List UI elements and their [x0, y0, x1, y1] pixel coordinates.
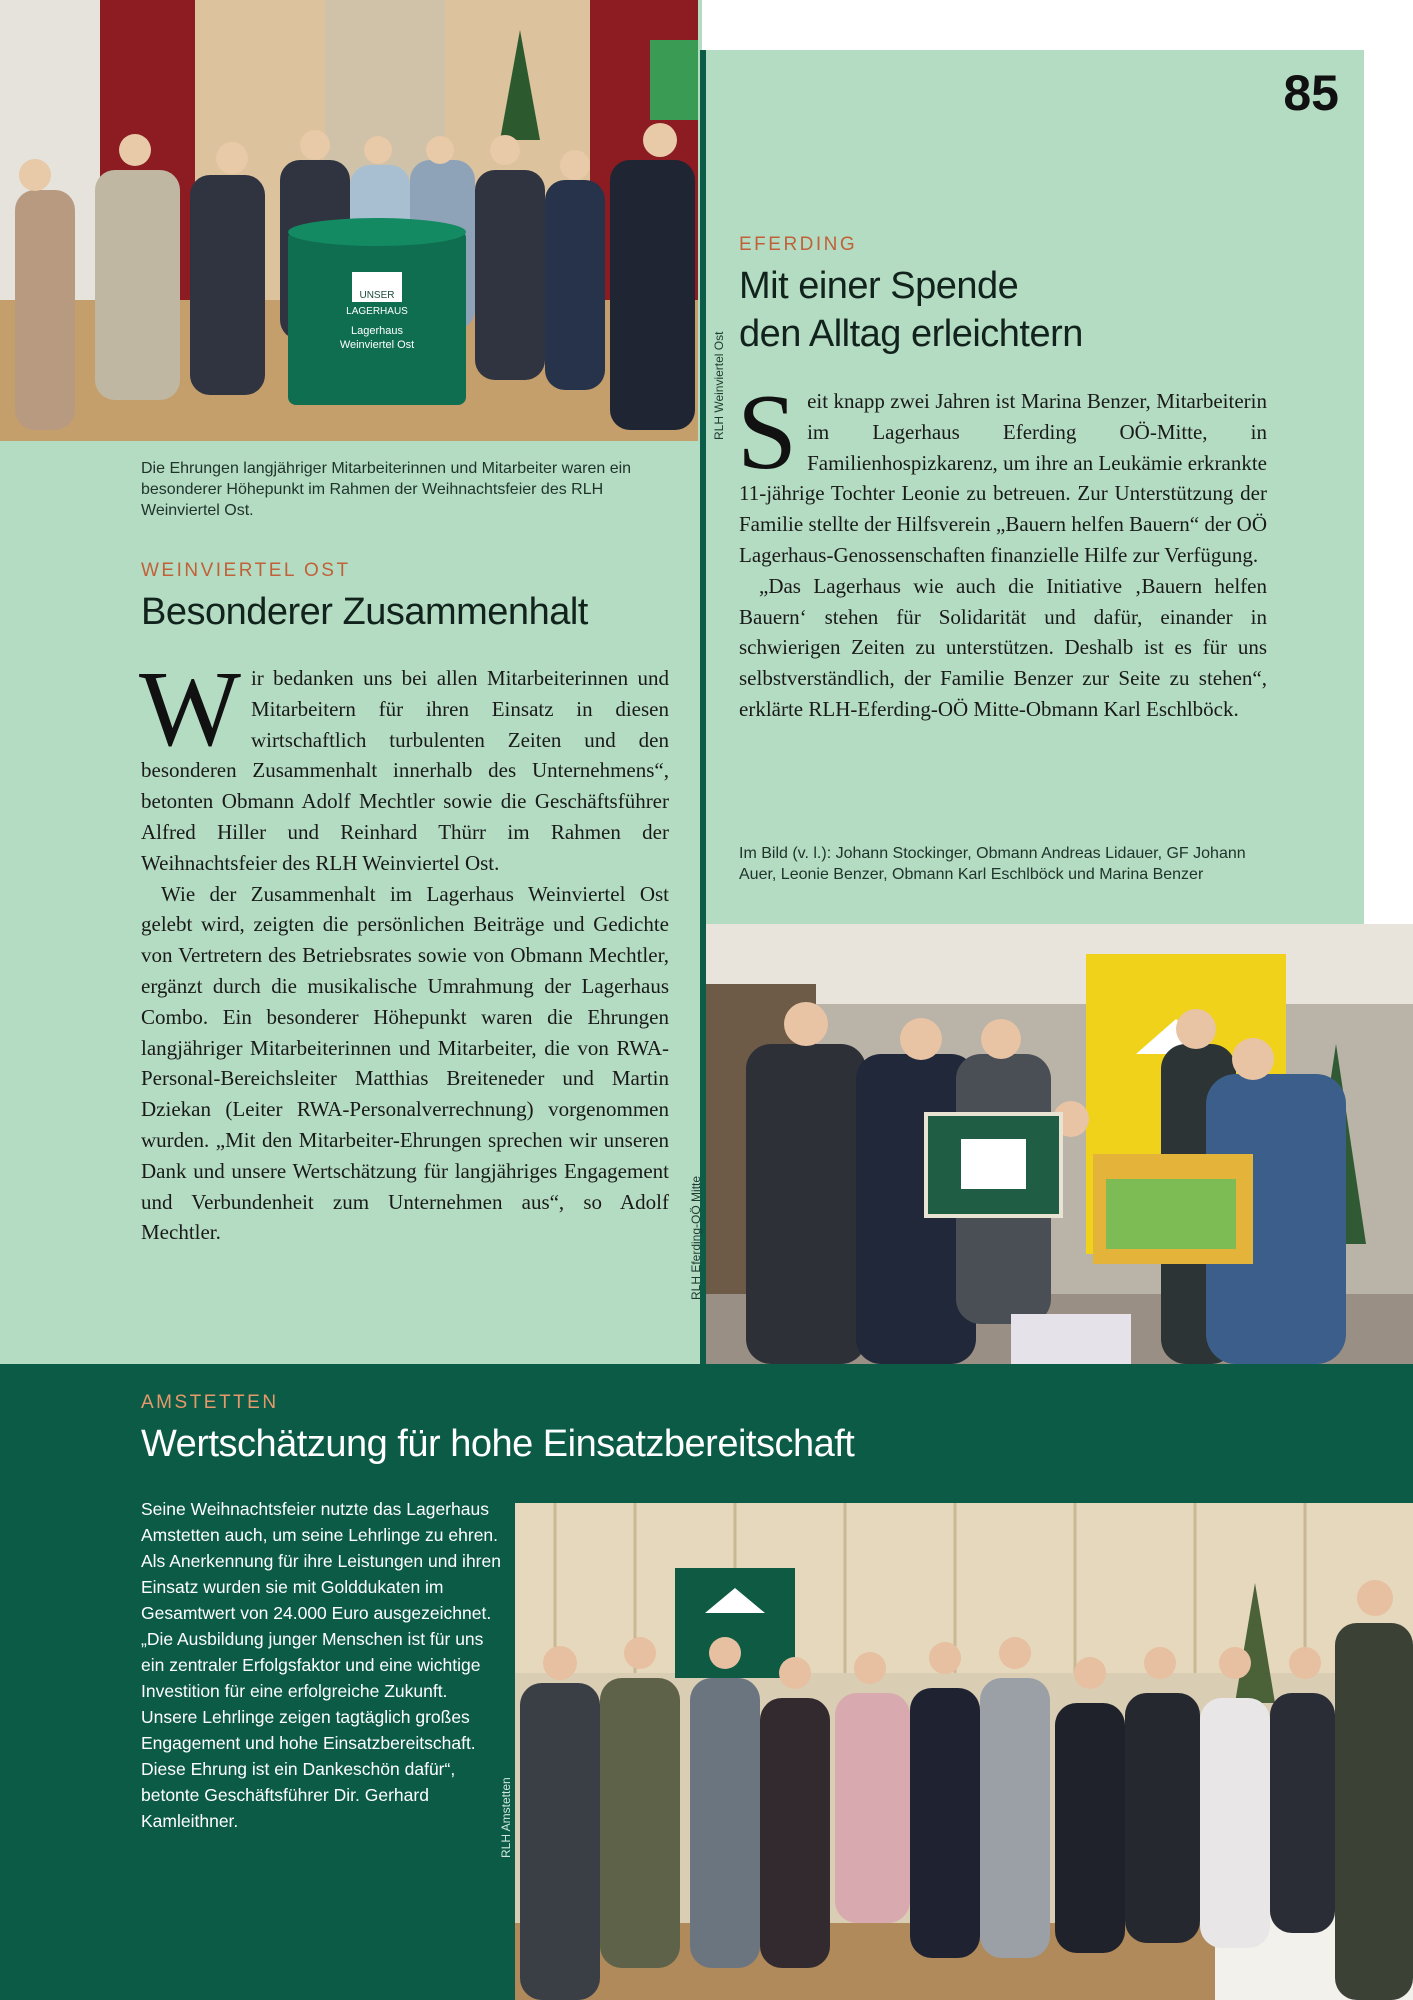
eferding-photo-caption: Im Bild (v. l.): Johann Stockinger, Obmann Andreas Lidauer, GF Johann Auer, Leonie Benzer, Obmann Karl Eschlböck und Marina Benzer [739, 845, 1246, 883]
eferding-dropcap: S [737, 373, 798, 492]
weinviertel-paragraph-2: Wie der Zusammenhalt im Lagerhaus Weinviertel Ost gelebt wird, zeigten die persönlichen Beiträge und Gedichte von Vertretern des Betriebsrates sowie von Obmann Mechtler, ergänzt durch die musikalische Umrahmung der Lagerhaus Combo. Ein besonderer Höhepunkt waren die Ehrungen langjähriger Mitarbeiterinnen und Mitarbeiter, die von RWA-Personal-Bereichsleiter Matthias Breiteneder und Martin Dziekan (Leiter RWA-Personalverrechnung) vorgenommen wurden. „Mit den Mitarbeiter-Ehrungen sprechen wir unseren Dank und unsere Wertschätzung für langjähriges Engagement und Verbundenheit zum Unternehmen aus“, so Adolf Mechtler. [141, 881, 669, 1245]
page-number: 85 [1283, 65, 1339, 121]
weinviertel-group-photo [0, 0, 698, 441]
eferding-headline-line-1: Mit einer Spende [739, 265, 1019, 307]
eferding-headline-line-2: den Alltag erleichtern [739, 313, 1083, 355]
amstetten-body-text [141, 1496, 501, 1834]
svg-text:Weinviertel Ost: Weinviertel Ost [339, 339, 415, 351]
svg-text:Lagerhaus: Lagerhaus [351, 325, 403, 337]
amstetten-photo-credit: RLH Amstetten [499, 1777, 513, 1858]
eferding-donation-photo [706, 924, 1413, 1364]
eferding-photo-credit: RLH Eferding-OÖ Mitte [689, 1175, 703, 1300]
weinviertel-dropcap: W [139, 650, 241, 769]
svg-text:LAGERHAUS: LAGERHAUS [346, 306, 408, 317]
weinviertel-headline: Besonderer Zusammenhalt [141, 591, 588, 633]
amstetten-paragraph-2: „Die Ausbildung junger Menschen ist für uns ein zentraler Erfolgsfaktor und eine wichtige Investition für eine erfolgreiche Zukunft. Unsere Lehrlinge zeigen tagtäglich großes Engagement und hohe Einsatzbereitschaft. Diese Ehrung ist ein Dankeschön dafür“, betonte Geschäftsführer Dir. Gerhard Kamleithner. [141, 1629, 484, 1831]
weinviertel-paragraph-1: ir bedanken uns bei allen Mitarbeiterinnen und Mitarbeitern für ihren Einsatz in diesen wirtschaftlich turbulenten Zeiten und den besonderen Zusammenhalt innerhalb des Unternehmens“, betonten Obmann Adolf Mechtler sowie die Geschäftsführer Alfred Hiller und Reinhard Thürr im Rahmen der Weihnachtsfeier des RLH Weinviertel Ost. [141, 666, 669, 875]
amstetten-kicker: AMSTETTEN [141, 1392, 279, 1413]
amstetten-paragraph-1: Seine Weihnachtsfeier nutzte das Lagerhaus Amstetten auch, um seine Lehrlinge zu ehren. Als Anerkennung für ihre Leistungen und ihren Einsatz wurden sie mit Golddukaten im Gesamtwert von 24.000 Euro ausgezeichnet. [141, 1499, 501, 1623]
eferding-body-text [737, 373, 1267, 725]
eferding-kicker: EFERDING [739, 234, 858, 255]
weinviertel-photo-credit: RLH Weinviertel Ost [712, 331, 726, 440]
eferding-headline [739, 262, 1299, 358]
amstetten-headline: Wertschätzung für hohe Einsatzbereitschaft [141, 1423, 855, 1465]
weinviertel-photo-caption: Die Ehrungen langjähriger Mitarbeiterinnen und Mitarbeiter waren ein besonderer Höhepunkt im Rahmen der Weihnachtsfeier des RLH Weinviertel Ost. [141, 460, 632, 519]
svg-text:UNSER: UNSER [359, 290, 395, 301]
amstetten-apprentices-photo [515, 1503, 1413, 2000]
eferding-paragraph-1: eit knapp zwei Jahren ist Marina Benzer, Mitarbeiterin im Lagerhaus Eferding OÖ-Mitte, in Familienhospizkarenz, um ihre an Leukämie erkrankte 11-jährige Tochter Leonie zu betreuen. Zur Unterstützung der Familie stellte der Hilfsverein „Bauern helfen Bauern“ der OÖ Lagerhaus-Genossenschaften finanzielle Hilfe zur Verfügung. [739, 389, 1267, 567]
weinviertel-kicker: WEINVIERTEL OST [141, 560, 351, 581]
weinviertel-body-text [139, 650, 669, 1248]
eferding-paragraph-2: „Das Lagerhaus wie auch die Initiative ‚Bauern helfen Bauern‘ stehen für Solidarität und dafür, einander in schwierigen Zeiten zu unterstützen. Deshalb ist es für uns selbstverständlich, der Familie Benzer zur Seite zu stehen“, erklärte RLH-Eferding-OÖ Mitte-Obmann Karl Eschlböck. [739, 573, 1267, 721]
